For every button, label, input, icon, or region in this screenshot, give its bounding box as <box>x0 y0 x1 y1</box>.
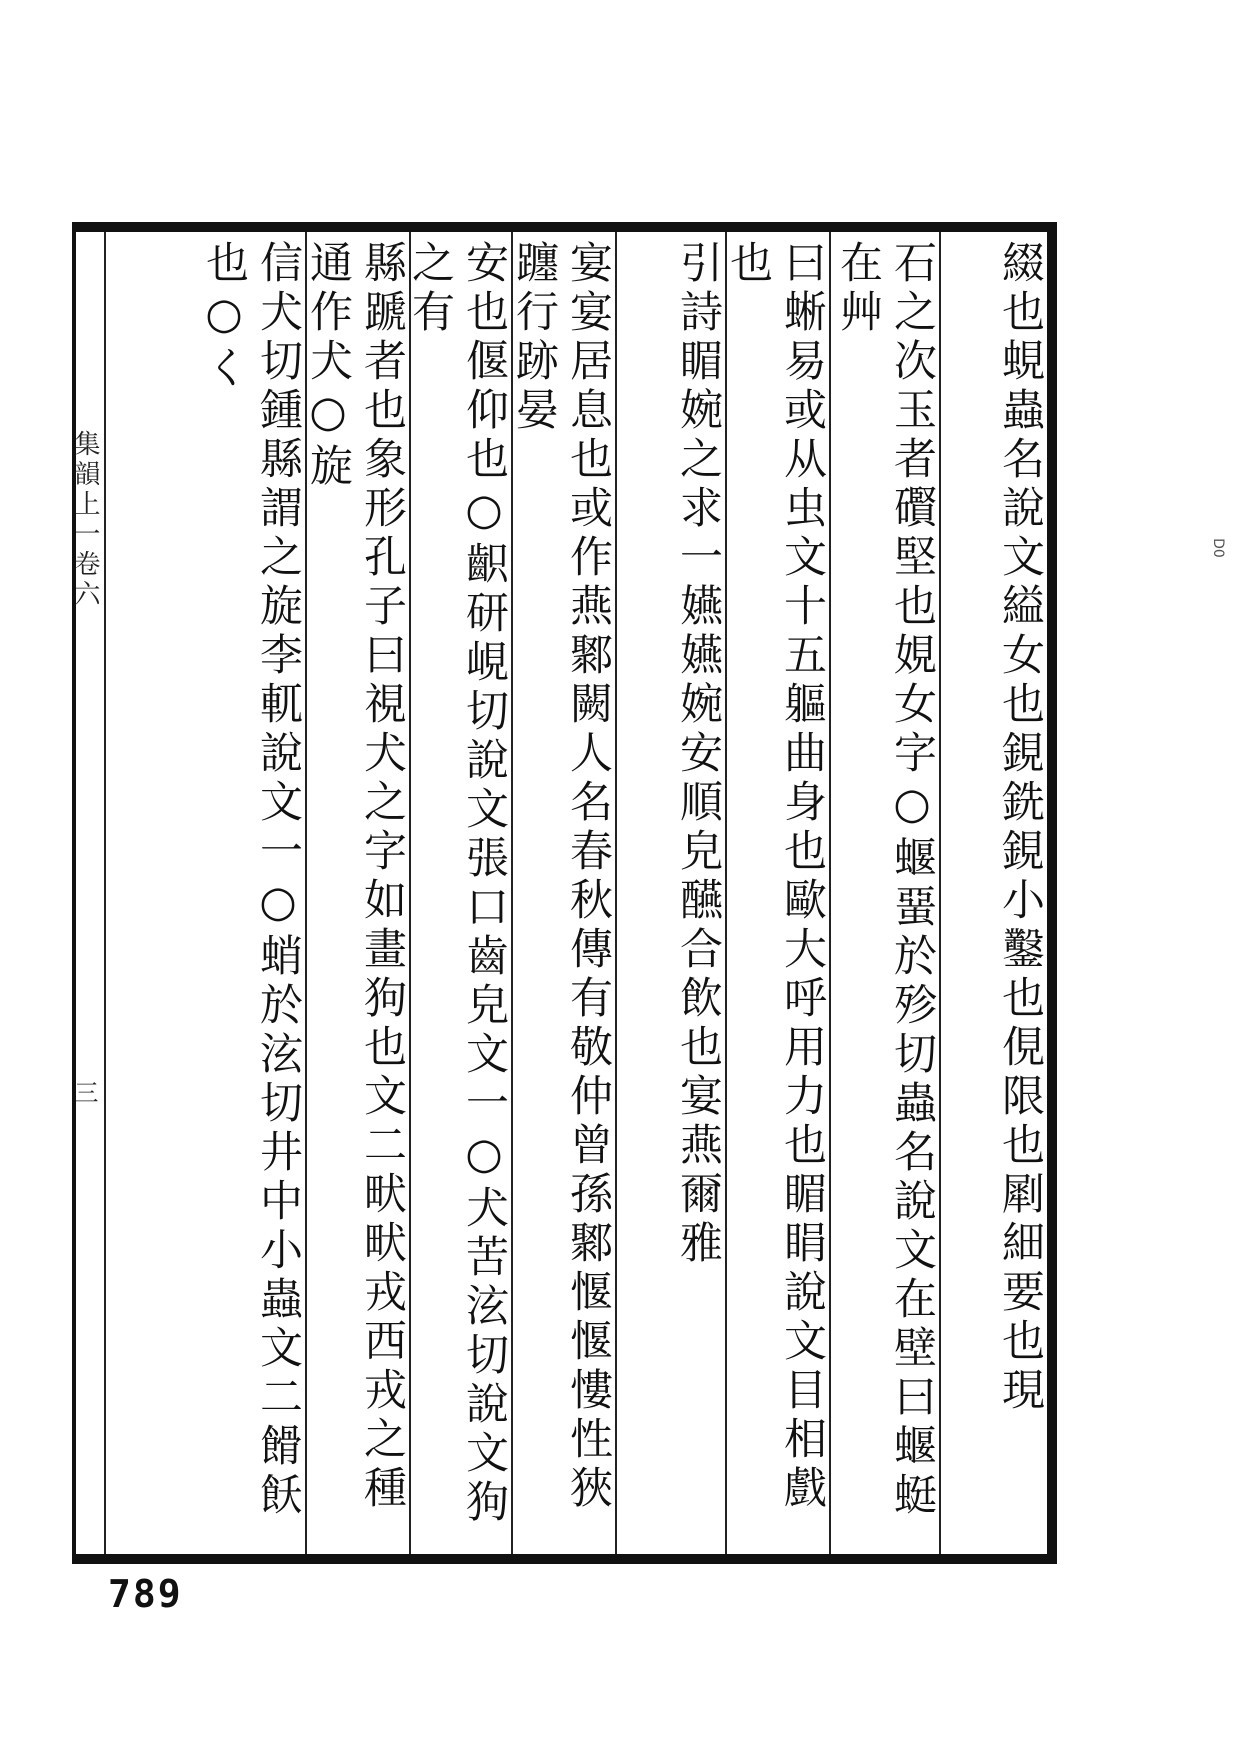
column-7 <box>305 232 409 1554</box>
margin-title: 集韻上一卷六 <box>70 430 100 610</box>
column-3 <box>725 232 829 1554</box>
column-text: 縣蹏者也象形孔子曰視犬之字如畫狗也文二畎畎戎西戎之種通作犬○旋 <box>303 240 407 1514</box>
column-text: 綴也蜆蟲名說文縊女也鋧銑鋧小鑿也俔限也㓾細要也現 <box>995 240 1045 1416</box>
column-5 <box>511 232 615 1554</box>
column-text: 宴宴居息也或作燕鄹闕人名春秋傳有敬仲曾孫鄹愝愝慺性狹躔行跡晏 <box>509 240 613 1514</box>
column-text: 引詩睸婉之求一嬿嬿婉安順皃醼合飲也宴燕爾雅 <box>673 240 723 1269</box>
column-text: 曰蜥易或从虫文十五軀曲身也歐大呼用力也睸睊說文目相戲也 <box>723 240 827 1514</box>
column-8 <box>106 232 305 1554</box>
column-6 <box>405 232 511 1554</box>
frame-left-rule <box>72 222 76 1564</box>
column-1 <box>939 232 1047 1554</box>
column-4 <box>615 232 725 1554</box>
column-text: 信犬切鍾縣謂之旋李軏說文一○蛸於泫切井中小蟲文二餶飫也○く <box>199 240 303 1521</box>
page-number: 789 <box>108 1572 183 1616</box>
edge-mark: D0 <box>1209 538 1226 558</box>
margin-folio: 三 <box>70 1080 98 1104</box>
column-text: 安也偃仰也○齞研峴切說文張口齒皃文一○犬苦泫切說文狗之有 <box>405 240 509 1528</box>
column-text: 石之次玉者礥堅也娊女字○蝘蝁於殄切蟲名說文在壁曰蝘蜓在艸 <box>833 240 937 1521</box>
text-columns <box>106 232 1047 1554</box>
column-2 <box>829 232 939 1554</box>
